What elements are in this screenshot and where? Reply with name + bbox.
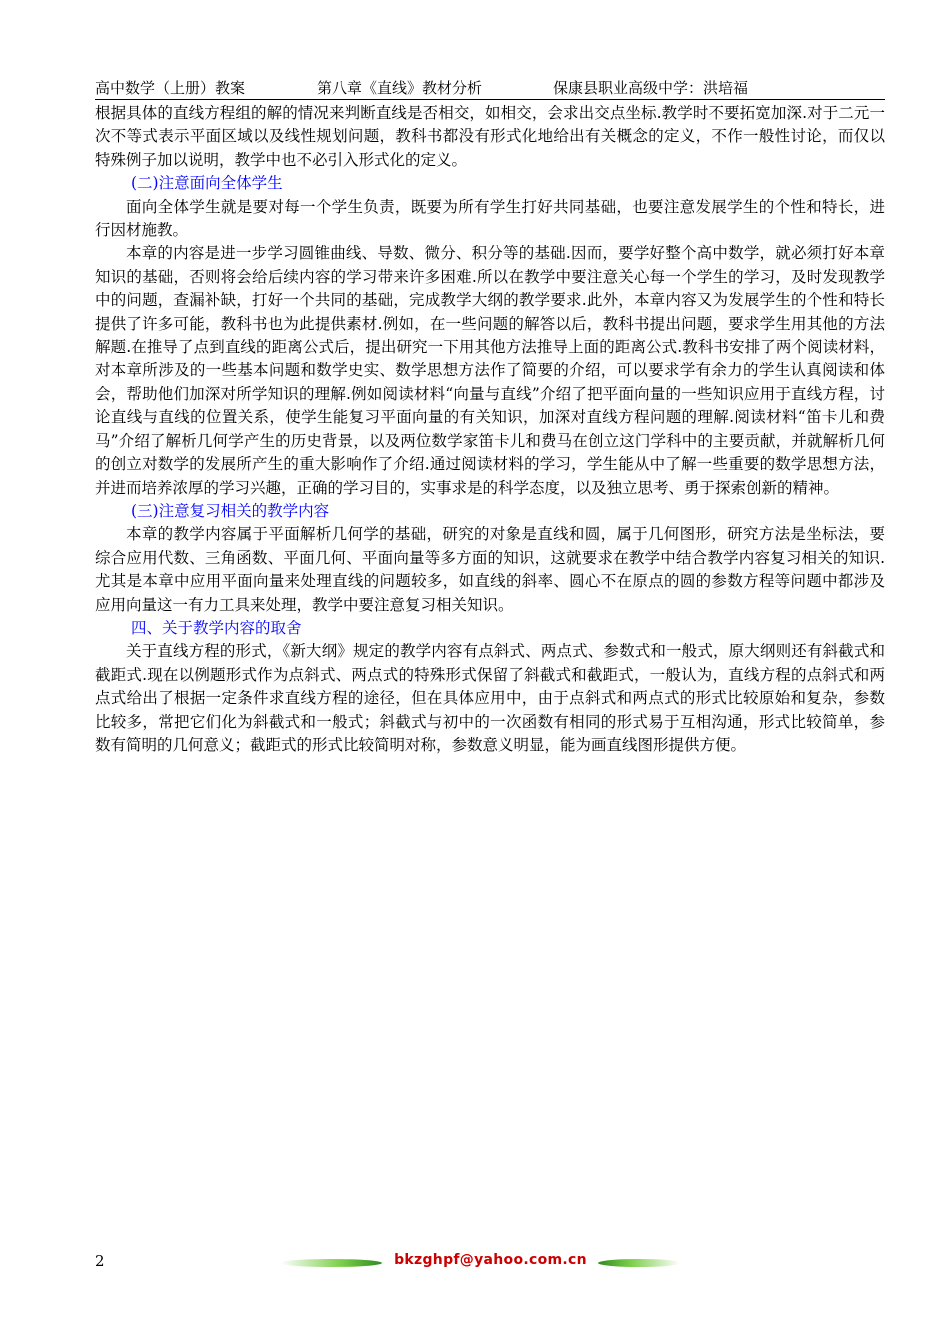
- paragraph-whole-class: 面向全体学生就是要对每一个学生负责，既要为所有学生打好共同基础，也要注意发展学生的个性和特长，进行因材施教。: [95, 197, 885, 240]
- header-chapter-title: 第八章《直线》教材分析: [317, 79, 483, 97]
- leaf-decoration-right: [598, 1259, 680, 1267]
- paragraph-continuation: 根据具体的直线方程组的解的情况来判断直线是否相交，如相交，会求出交点坐标.教学时不要拓宽加深.对于二元一次不等式表示平面区域以及线性规划问题，教科书都没有形式化地给出有关概念的定义，不作一般性讨论，而仅以特殊例子加以说明，教学中也不必引入形式化的定义。: [95, 104, 885, 169]
- paragraph-chapter-foundation: 本章的内容是进一步学习圆锥曲线、导数、微分、积分等的基础.因而，要学好整个高中数学，就必须打好本章知识的基础，否则将会给后续内容的学习带来许多困难.所以在教学中要注意关心每一个学生的学习，及时发现教学中的问题，查漏补缺，打好一个共同的基础，完成教学大纲的教学要求.此外，本章内容又为发展学生的个性和特长提供了许多可能，教科书也为此提供素材.例如，在一些问题的解答以后，教科书提出问题，要求学生用其他的方法解题.在推导了点到直线的距离公式后，提出研究一下用其他方法推导上面的距离公式.教科书安排了两个阅读材料，对本章所涉及的一些基本问题和数学史实、数学思想方法作了简要的介绍，可以要求学有余力的学生认真阅读和体会，帮助他们加深对所学知识的理解.例如阅读材料“向量与直线”介绍了把平面向量的一些知识应用于直线方程，讨论直线与直线的位置关系，使学生能复习平面向量的有关知识，加深对直线方程问题的理解.阅读材料“笛卡儿和费马”介绍了解析几何学产生的历史背景，以及两位数学家笛卡儿和费马在创立这门学科中的主要贡献，并就解析几何的创立对数学的发展所产生的重大影响作了介绍.通过阅读材料的学习，学生能从中了解一些重要的数学思想方法，并进而培养浓厚的学习兴趣，正确的学习目的，实事求是的科学态度，以及独立思考、勇于探索创新的精神。: [95, 244, 885, 497]
- document-body: [95, 102, 885, 757]
- section-heading-content-selection: 四、关于教学内容的取舍: [131, 618, 302, 637]
- section-heading-whole-class: (二)注意面向全体学生: [131, 174, 283, 193]
- page-header: [95, 78, 885, 100]
- header-course-title: 高中数学（上册）教案: [95, 79, 246, 97]
- paragraph-content-selection: 关于直线方程的形式，《新大纲》规定的教学内容有点斜式、两点式、参数式和一般式，原大纲则还有斜截式和截距式.现在以例题形式作为点斜式、两点式的特殊形式保留了斜截式和截距式，一般认为，直线方程的点斜式和两点式给出了根据一定条件求直线方程的途径，但在具体应用中，由于点斜式和两点式的形式比较原始和复杂，参数比较多，常把它们化为斜截式和一般式；斜截式与初中的一次函数有相同的形式易于互相沟通，形式比较简单，参数有简明的几何意义；截距式的形式比较简明对称，参数意义明显，能为画直线图形提供方便。: [95, 642, 885, 754]
- paragraph-review: 本章的教学内容属于平面解析几何学的基础，研究的对象是直线和圆，属于几何图形，研究方法是坐标法，要综合应用代数、三角函数、平面几何、平面向量等多方面的知识，这就要求在教学中结合教学内容复习相关的知识.尤其是本章中应用平面向量来处理直线的问题较多，如直线的斜率、圆心不在原点的圆的参数方程等问题中都涉及应用向量这一有力工具来处理，教学中要注意复习相关知识。: [95, 525, 885, 614]
- leaf-decoration-left: [280, 1259, 382, 1267]
- header-author: 保康县职业高级中学：洪培福: [553, 79, 749, 97]
- page-number: 2: [95, 1252, 105, 1270]
- section-heading-review: (三)注意复习相关的教学内容: [131, 501, 330, 520]
- page-footer: [280, 1252, 680, 1274]
- footer-email: bkzghpf@yahoo.com.cn: [394, 1252, 587, 1268]
